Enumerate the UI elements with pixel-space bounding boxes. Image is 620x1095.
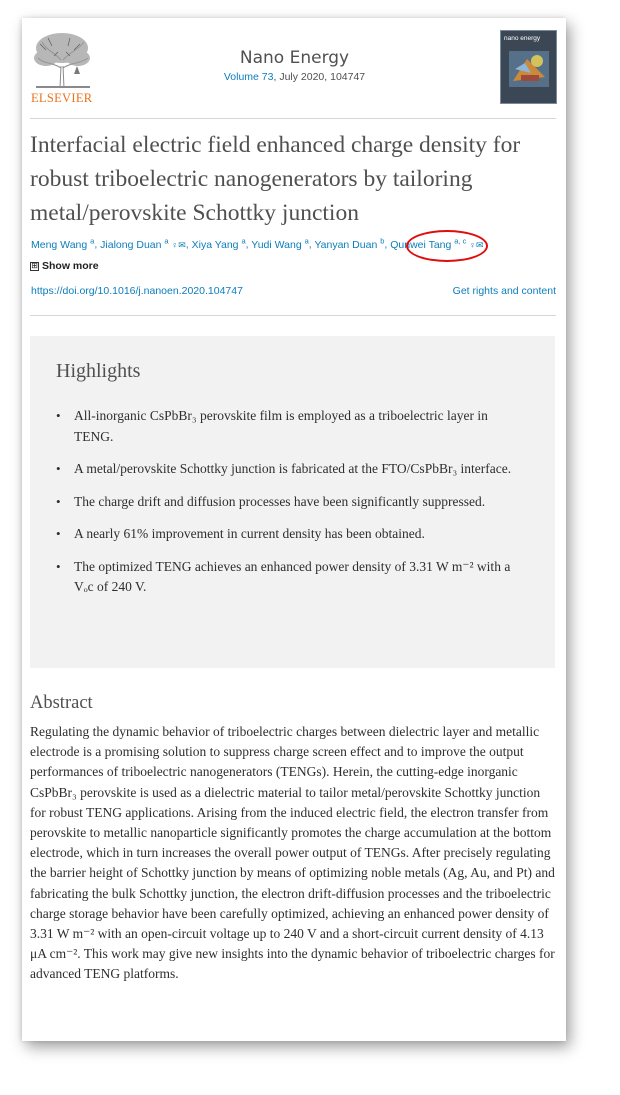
- issue-details: , July 2020, 104747: [273, 71, 366, 83]
- author-name: Yanyan Duan: [314, 238, 378, 251]
- author-name: Xiya Yang: [191, 238, 239, 251]
- bullet: •: [56, 493, 61, 509]
- bullet: •: [56, 408, 61, 423]
- author-4[interactable]: [251, 236, 309, 251]
- author-1[interactable]: [31, 236, 95, 251]
- affiliation-mark: a: [304, 236, 309, 245]
- highlights-section: [30, 336, 555, 668]
- volume-link[interactable]: Volume 73: [223, 71, 274, 83]
- show-more-button[interactable]: [30, 260, 99, 272]
- journal-info: [162, 48, 427, 83]
- affiliation-mark: a: [164, 236, 169, 245]
- affiliation-mark: a: [241, 236, 246, 245]
- author-5[interactable]: [314, 236, 385, 251]
- bullet: •: [56, 526, 61, 541]
- highlights-list: [56, 406, 526, 610]
- highlight-text: All-inorganic CsPbBr₃ perovskite film is employed as a triboelectric layer in TENG.: [74, 408, 488, 444]
- metadata-divider: [30, 315, 556, 316]
- article-header: [22, 18, 566, 118]
- author-name: Jialong Duan: [100, 238, 162, 251]
- person-mail-icon[interactable]: ♀✉: [469, 239, 484, 250]
- author-3[interactable]: [191, 236, 246, 251]
- expand-icon: ⊞: [31, 260, 38, 270]
- abstract-heading: Abstract: [30, 693, 93, 713]
- person-mail-icon[interactable]: ♀✉: [171, 239, 186, 250]
- highlight-text: The charge drift and diffusion processes have been significantly suppressed.: [74, 493, 486, 509]
- author-2[interactable]: [100, 236, 186, 251]
- abstract-text: Regulating the dynamic behavior of triboelectric charges between dielectric layer and metallic electrode is a promising solution to suppress charge screen effect and to improve the output performances of triboelectric nanogenerators (TENGs). Herein, the cutting-edge inorganic CsPbBr₃ perovskite is used as a dielectric material to tailor metal/perovskite Schottky junction for robust TENG applications. Arising from the induced electric field, the electron transfer from perovskite to metallic nanoparticle significantly promotes the charge accumulation at the bottom electrode, which in turn increases the overall power output of TENGs. After precisely regulating the barrier height of Schottky junction by means of optimizing noble metals (Ag, Au, and Pt) and fabricating the bulk Schottky junction, the electron drift-diffusion processes and the triboelectric charge storage behavior have been carefully optimized, achieving an enhanced power density of 3.31 W m⁻² with an open-circuit voltage up to 240 V and a short-circuit current density of 4.13 μA cm⁻². This work may give new insights into the dynamic behavior of triboelectric charges for advanced TENG platforms.: [30, 724, 555, 982]
- show-more-label: Show more: [42, 260, 99, 272]
- bullet: •: [56, 461, 61, 476]
- tree-icon: [30, 30, 96, 92]
- cover-title: nano energy: [504, 35, 541, 42]
- highlight-item: [56, 406, 526, 447]
- bullet: •: [56, 558, 61, 574]
- journal-issue: [162, 71, 427, 83]
- highlight-item: [56, 557, 526, 598]
- author-name: Meng Wang: [31, 238, 88, 251]
- highlight-item: [56, 492, 526, 513]
- author-name: Qunwei Tang: [390, 238, 452, 251]
- highlight-text: A nearly 61% improvement in current density has been obtained.: [74, 526, 425, 541]
- journal-name[interactable]: Nano Energy: [239, 48, 350, 68]
- header-divider: [30, 118, 556, 119]
- highlights-heading: Highlights: [56, 360, 141, 382]
- highlight-item: [56, 459, 526, 480]
- highlight-item: [56, 524, 526, 545]
- highlight-text: The optimized TENG achieves an enhanced power density of 3.31 W m⁻² with a Vₒc of 240 V.: [74, 558, 511, 594]
- affiliation-mark: a: [90, 236, 95, 245]
- annotation-circle: [406, 230, 488, 262]
- journal-cover[interactable]: [500, 30, 557, 104]
- affiliation-mark: a, c: [454, 236, 467, 245]
- author-name: Yudi Wang: [251, 238, 302, 251]
- article-page: [22, 18, 566, 1041]
- affiliation-mark: b: [380, 236, 385, 245]
- doi-link[interactable]: https://doi.org/10.1016/j.nanoen.2020.104747: [31, 285, 243, 297]
- publisher-name: ELSEVIER: [31, 91, 93, 105]
- rights-link[interactable]: Get rights and content: [452, 285, 556, 297]
- article-title: Interfacial electric field enhanced charge density for robust triboelectric nanogenerators by tailoring metal/perovskite Schottky junction: [30, 132, 521, 226]
- highlight-text: A metal/perovskite Schottky junction is fabricated at the FTO/CsPbBr₃ interface.: [74, 461, 512, 476]
- author-list: Meng Wang $^a$, Jialong Duan $^a$ ♀✉, Xiya Yang $^a$, Yudi Wang $^a$, Yanyan Duan $^b$, Qunwei Tang $^{a, c}$ ♀✉: [31, 236, 484, 251]
